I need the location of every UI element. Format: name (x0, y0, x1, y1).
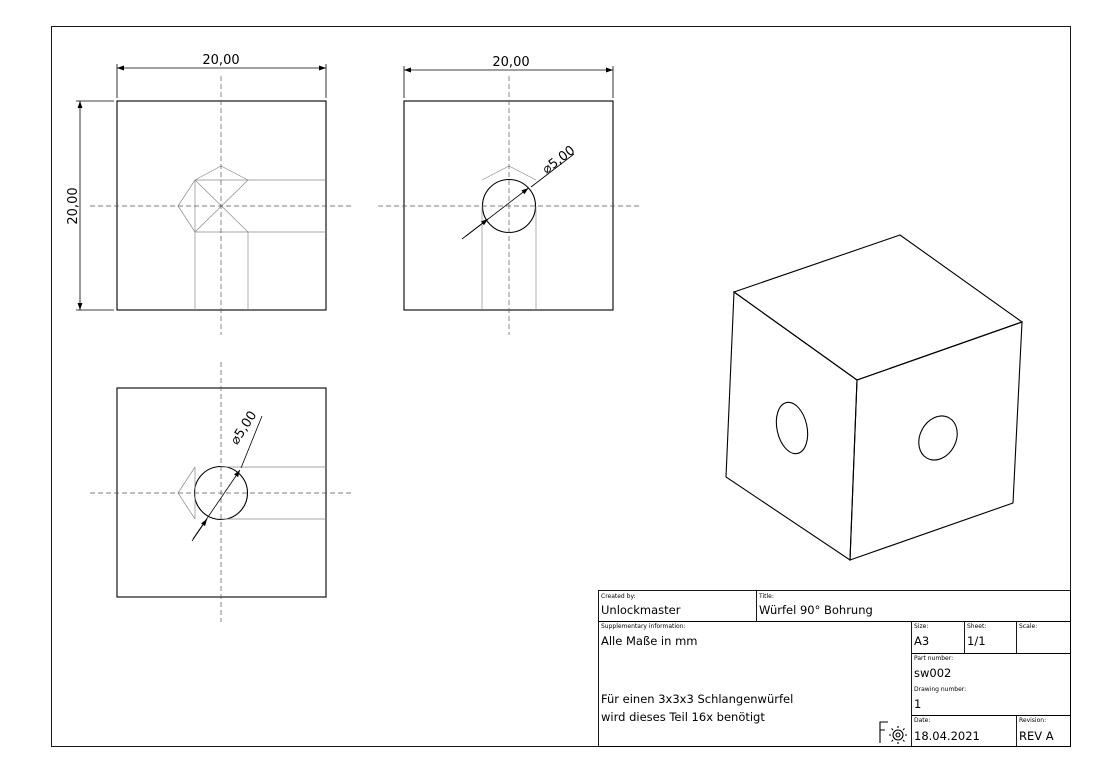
part-number-label: Part number: (914, 655, 954, 662)
date-value: 18.04.2021 (914, 729, 980, 743)
sheet-value: 1/1 (967, 634, 986, 648)
sheet-label: Sheet: (967, 623, 987, 630)
side-view (378, 55, 640, 335)
date-label: Date: (914, 717, 931, 724)
side-width-dimension: 20,00 (492, 55, 530, 70)
drawing-number-value: 1 (914, 697, 922, 711)
supplementary-line-1: Alle Maße in mm (601, 634, 698, 648)
supplementary-label: Supplementary information: (601, 623, 686, 630)
part-number-value: sw002 (914, 666, 952, 680)
created-by-value: Unlockmaster (601, 603, 681, 617)
size-value: A3 (914, 634, 930, 648)
created-by-label: Created by: (601, 593, 636, 600)
title-label: Title: (759, 593, 774, 600)
front-height-dimension: 20,00 (66, 187, 81, 225)
freecad-gear-icon (880, 722, 907, 744)
side-diameter-dimension: ⌀5,00 (539, 143, 579, 178)
isometric-view (726, 235, 1022, 560)
top-view (90, 362, 352, 622)
size-label: Size: (914, 623, 929, 630)
top-diameter-dimension: ⌀5,00 (227, 408, 261, 448)
title-block (599, 591, 1071, 747)
front-view (66, 53, 352, 335)
revision-value: REV A (1019, 729, 1054, 743)
drawing-number-label: Drawing number: (914, 686, 967, 693)
supplementary-line-2: Für einen 3x3x3 Schlangenwürfel (601, 692, 794, 706)
revision-label: Revision: (1019, 717, 1047, 724)
scale-label: Scale: (1019, 623, 1038, 630)
front-width-dimension: 20,00 (202, 53, 240, 68)
supplementary-line-3: wird dieses Teil 16x benötigt (601, 710, 765, 724)
title-value: Würfel 90° Bohrung (759, 603, 873, 617)
